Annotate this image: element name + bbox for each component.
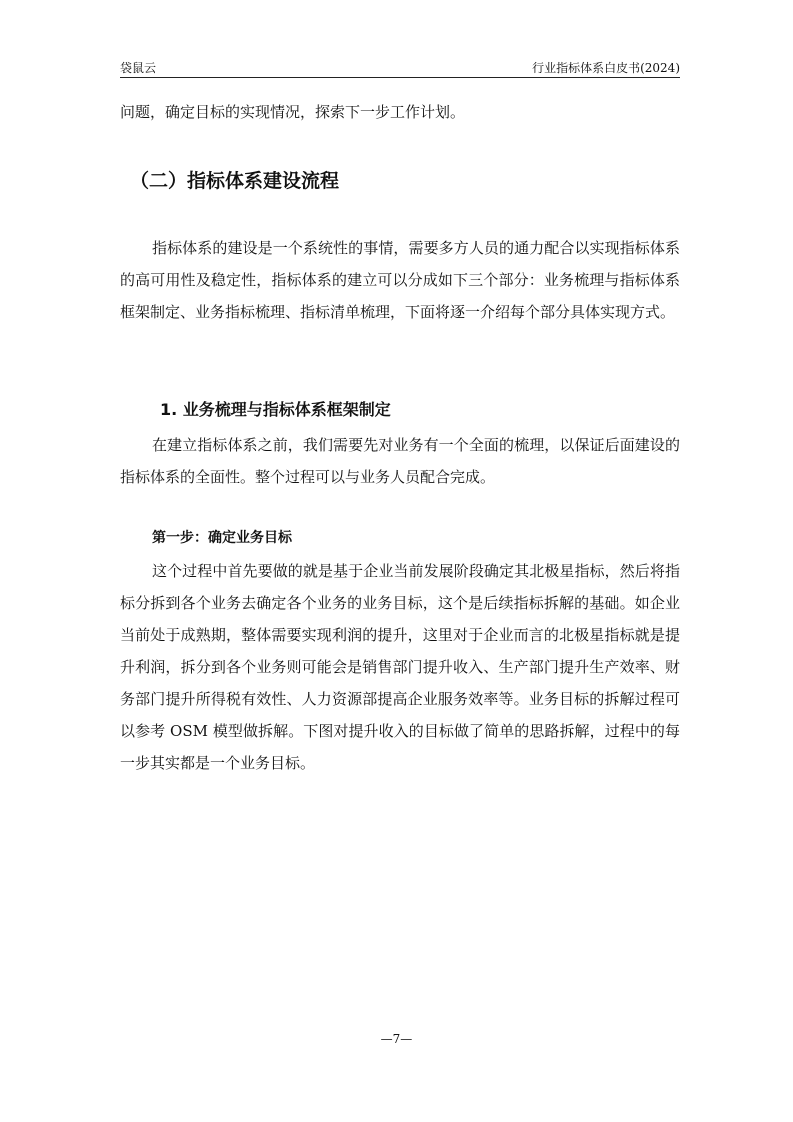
- header-company-name: 袋鼠云: [120, 61, 157, 75]
- step-title: 第一步：确定业务目标: [152, 530, 292, 546]
- subsection-title: 1. 业务梳理与指标体系框架制定: [160, 400, 391, 419]
- page-header: [120, 57, 680, 78]
- intro-line: 问题，确定目标的实现情况，探索下一步工作计划。: [120, 103, 466, 121]
- page-number: —7—: [380, 1032, 413, 1046]
- subsection-paragraph: 在建立指标体系之前，我们需要先对业务有一个全面的梳理，以保证后面建设的指标体系的全面性。整个过程可以与业务人员配合完成。: [120, 436, 680, 486]
- header-document-title: 行业指标体系白皮书(2024): [532, 61, 680, 75]
- step-paragraph: 这个过程中首先要做的就是基于企业当前发展阶段确定其北极星指标，然后将指标分拆到各个业务去确定各个业务的业务目标，这个是后续指标拆解的基础。如企业当前处于成熟期，整体需要实现利润的提升，这里对于企业而言的北极星指标就是提升利润，拆分到各个业务则可能会是销售部门提升收入、生产部门提升生产效率、财务部门提升所得税有效性、人力资源部提高企业服务效率等。业务目标的拆解过程可以参考 OSM 模型做拆解。下图对提升收入的目标做了简单的思路拆解，过程中的每一步其实都是一个业务目标。: [120, 562, 680, 772]
- section-paragraph: 指标体系的建设是一个系统性的事情，需要多方人员的通力配合以实现指标体系的高可用性及稳定性，指标体系的建立可以分成如下三个部分：业务梳理与指标体系框架制定、业务指标梳理、指标清单梳理，下面将逐一介绍每个部分具体实现方式。: [120, 239, 680, 321]
- section-title: （二）指标体系建设流程: [130, 170, 340, 192]
